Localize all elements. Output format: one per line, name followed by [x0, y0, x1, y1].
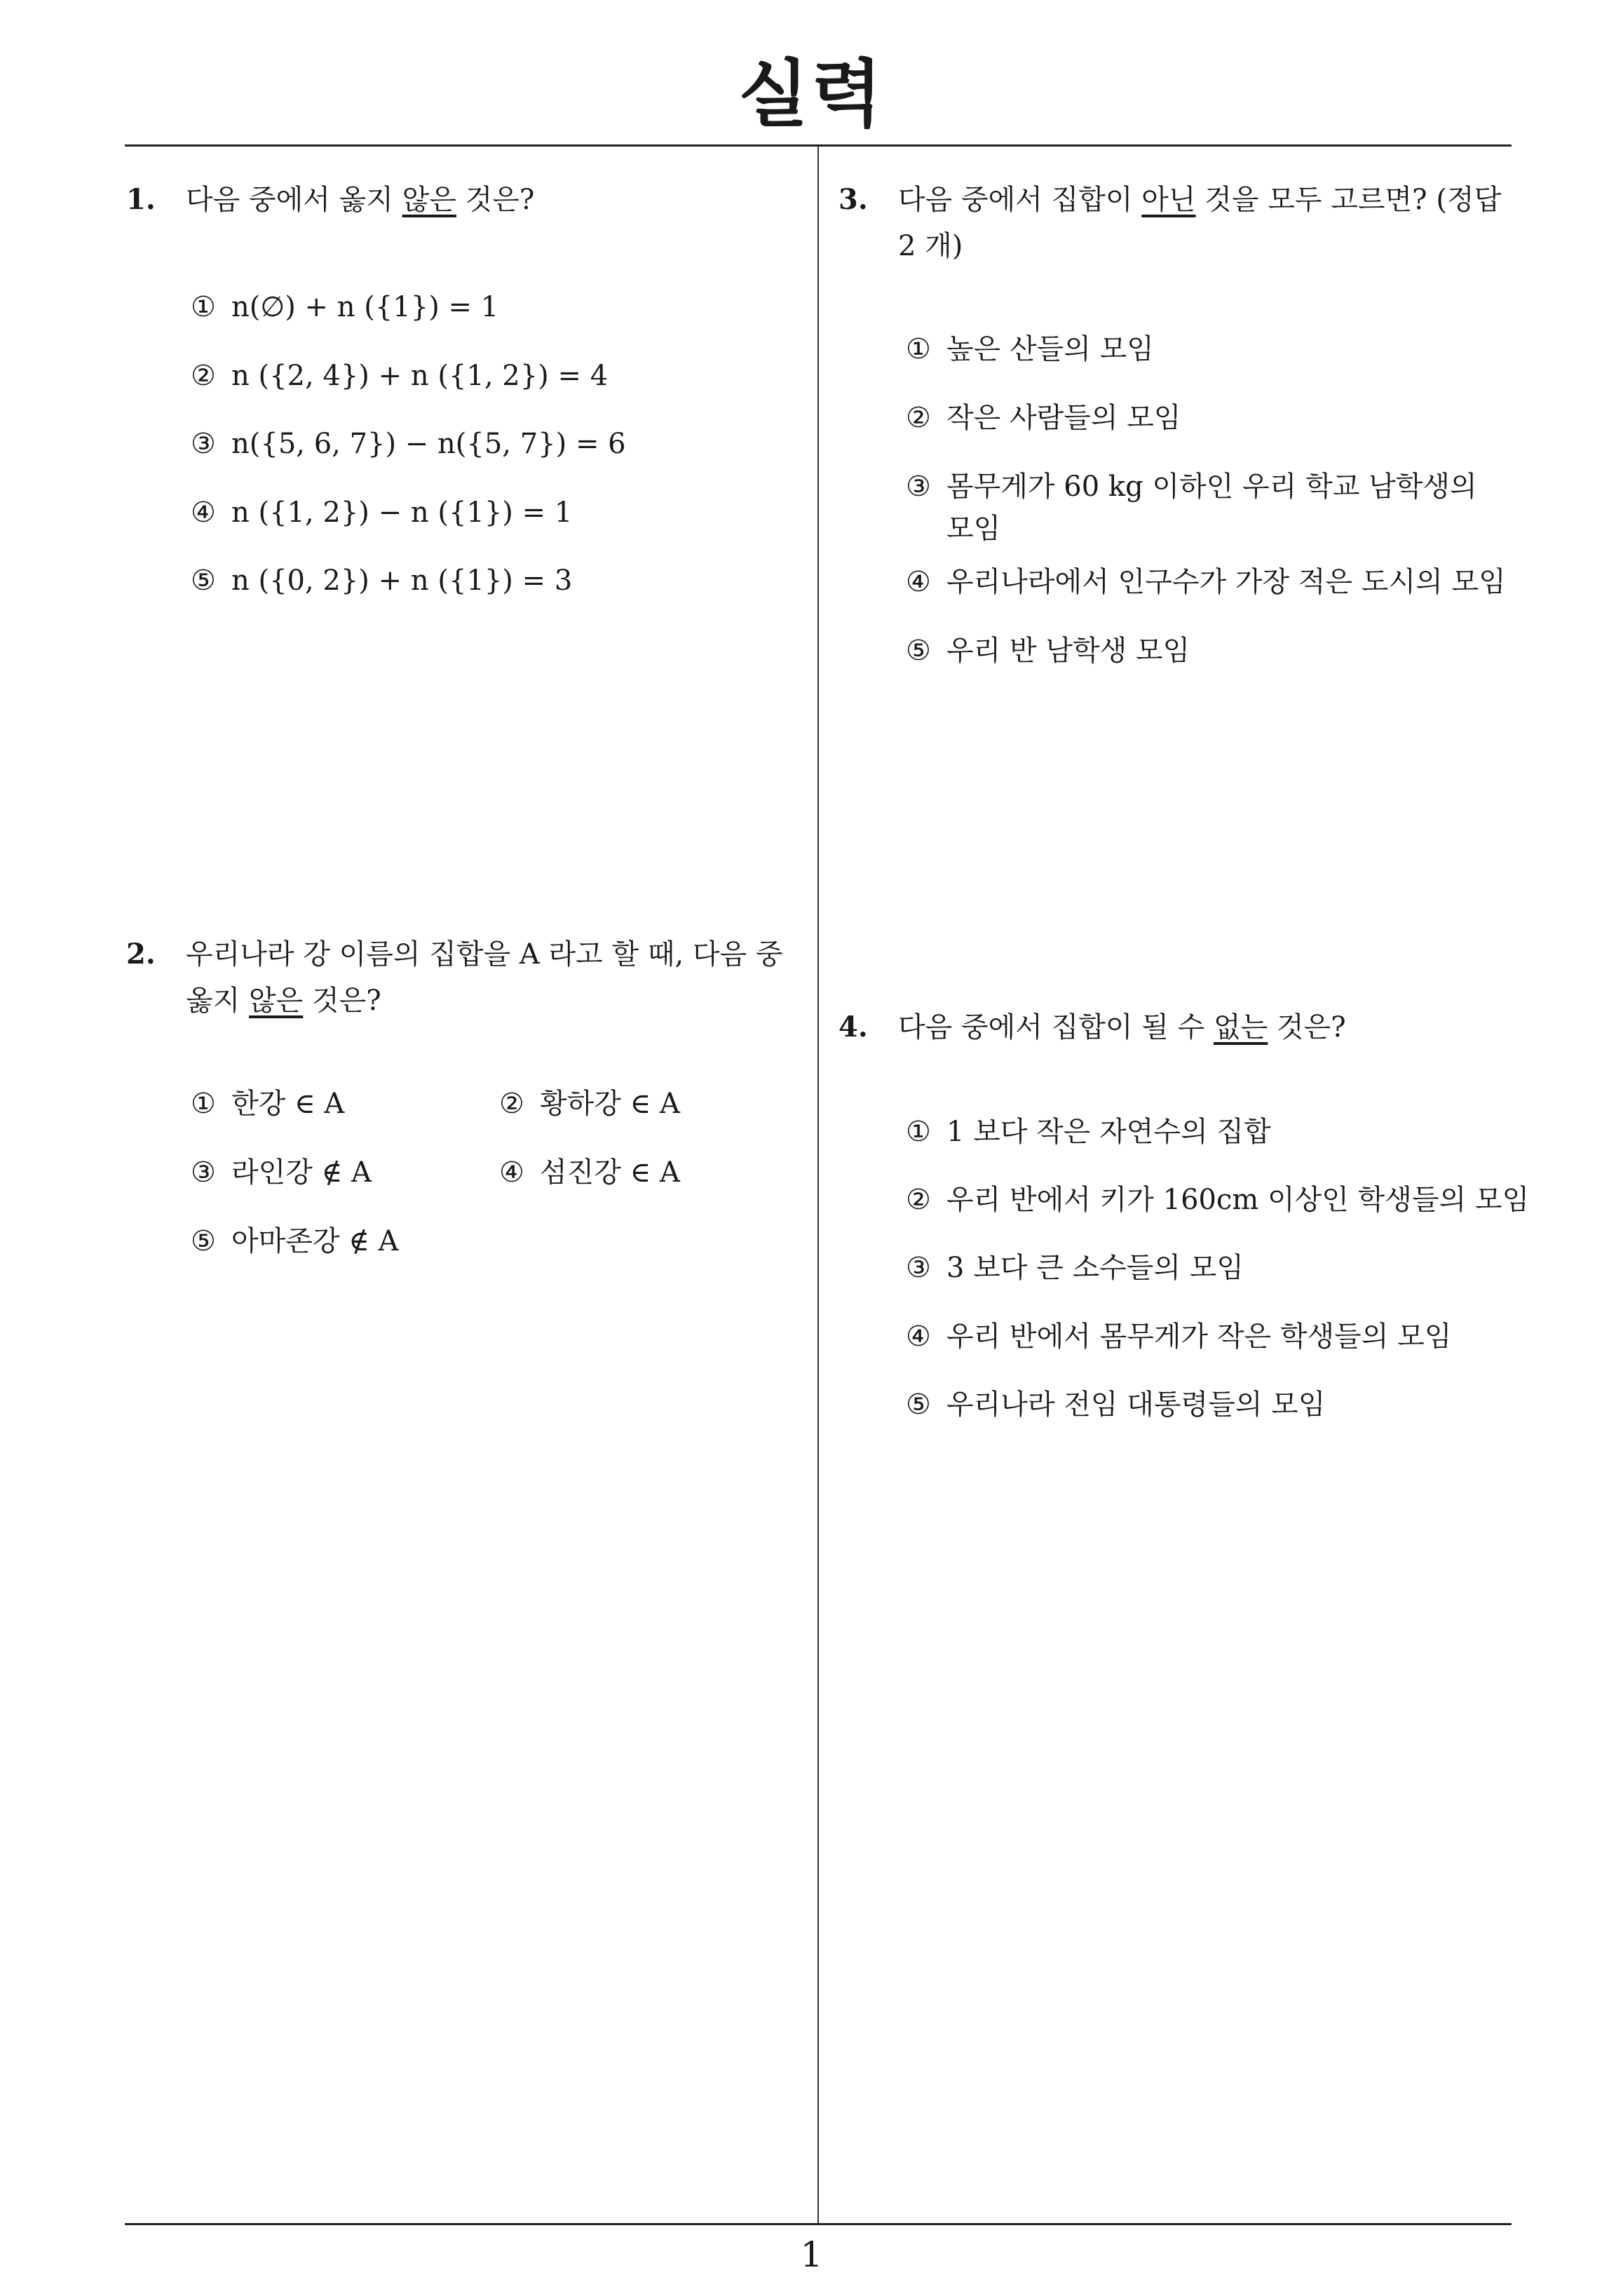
- option-marker: ③: [191, 428, 216, 460]
- option-5[interactable]: [906, 630, 1190, 672]
- option-marker: ②: [499, 1088, 524, 1120]
- option-text: 높은 산들의 모임: [946, 333, 1154, 365]
- option-1[interactable]: [906, 328, 1154, 370]
- option-text: 우리나라 전임 대통령들의 모임: [946, 1389, 1326, 1421]
- option-text: 3 보다 큰 소수들의 모임: [946, 1252, 1244, 1284]
- question-3: [838, 177, 1514, 269]
- question-number: 3.: [838, 183, 868, 216]
- emphasis-underline: 않은: [249, 985, 304, 1017]
- emphasis-underline: 않은: [402, 184, 456, 216]
- option-text: n ({1, 2}) − n ({1}) = 1: [231, 497, 573, 529]
- option-2[interactable]: [191, 355, 608, 397]
- question-stem: 다음 중에서 옳지 않은 것은?: [186, 184, 535, 216]
- option-text: n ({0, 2}) + n ({1}) = 3: [231, 565, 573, 597]
- option-text: 라인강 ∉ A: [231, 1156, 372, 1189]
- option-3[interactable]: [191, 1152, 372, 1194]
- option-text: 황하강 ∈ A: [540, 1088, 680, 1120]
- page-number: 1: [800, 2234, 823, 2275]
- question-4: [838, 1004, 1514, 1051]
- option-marker: ④: [191, 497, 216, 529]
- option-text: n({5, 6, 7}) − n({5, 7}) = 6: [231, 428, 626, 460]
- option-4[interactable]: [906, 561, 1506, 603]
- option-marker: ⑤: [906, 1389, 931, 1421]
- bottom-rule: [125, 2223, 1512, 2225]
- option-text: n ({2, 4}) + n ({1, 2}) = 4: [231, 360, 609, 392]
- option-marker: ③: [191, 1156, 216, 1189]
- option-marker: ③: [906, 471, 931, 503]
- option-1[interactable]: [191, 1083, 344, 1125]
- option-text: 한강 ∈ A: [231, 1088, 345, 1120]
- option-4[interactable]: [191, 492, 572, 534]
- question-stem: 우리나라 강 이름의 집합을 A 라고 할 때, 다음 중 옳지 않은 것은?: [186, 938, 783, 1017]
- question-stem: 다음 중에서 집합이 될 수 없는 것은?: [898, 1011, 1346, 1044]
- option-text: 아마존강 ∉ A: [231, 1225, 399, 1257]
- option-marker: ①: [191, 291, 216, 323]
- question-stem: 다음 중에서 집합이 아닌 것을 모두 고르면? (정답 2 개): [898, 184, 1502, 262]
- column-divider: [817, 146, 819, 2223]
- option-4[interactable]: [906, 1316, 1451, 1358]
- question-1: [126, 177, 799, 223]
- option-3[interactable]: [191, 423, 626, 465]
- option-text: 섬진강 ∈ A: [540, 1156, 680, 1189]
- option-marker: ②: [906, 1184, 931, 1216]
- emphasis-underline: 아닌: [1141, 184, 1196, 216]
- option-2[interactable]: [906, 397, 1181, 439]
- option-marker: ③: [906, 1252, 931, 1284]
- option-text: 작은 사람들의 모임: [946, 402, 1181, 434]
- option-marker: ②: [906, 402, 931, 434]
- option-1[interactable]: [906, 1111, 1271, 1153]
- question-number: 4.: [838, 1011, 868, 1044]
- option-text: 우리 반 남학생 모임: [946, 635, 1190, 667]
- option-2[interactable]: [906, 1179, 1529, 1221]
- option-marker: ⑤: [906, 635, 931, 667]
- option-marker: ①: [906, 1116, 931, 1148]
- option-5[interactable]: [906, 1384, 1325, 1426]
- option-text: 몸무게가 60 kg 이하인 우리 학교 남학생의 모임: [946, 471, 1477, 545]
- option-text: 우리나라에서 인구수가 가장 적은 도시의 모임: [946, 566, 1506, 598]
- option-marker: ①: [191, 1088, 216, 1120]
- option-marker: ②: [191, 360, 216, 392]
- page-title: 실력: [738, 51, 885, 137]
- option-3[interactable]: [906, 1247, 1244, 1289]
- option-marker: ⑤: [191, 1225, 216, 1257]
- option-1[interactable]: [191, 286, 498, 328]
- question-number: 1.: [126, 183, 156, 216]
- option-4[interactable]: [499, 1152, 680, 1194]
- question-2: [126, 931, 806, 1024]
- option-marker: ④: [906, 566, 931, 598]
- option-text: 우리 반에서 몸무게가 작은 학생들의 모임: [946, 1321, 1452, 1353]
- option-5[interactable]: [191, 560, 572, 602]
- option-text: 우리 반에서 키가 160cm 이상인 학생들의 모임: [946, 1184, 1530, 1216]
- option-2[interactable]: [499, 1083, 680, 1125]
- option-5[interactable]: [191, 1220, 399, 1262]
- option-text: n(∅) + n ({1}) = 1: [231, 291, 499, 323]
- option-marker: ①: [906, 333, 931, 365]
- option-text: 1 보다 작은 자연수의 집합: [946, 1116, 1271, 1148]
- option-marker: ⑤: [191, 565, 216, 597]
- option-marker: ④: [499, 1156, 524, 1189]
- emphasis-underline: 없는: [1213, 1011, 1268, 1044]
- question-number: 2.: [126, 938, 156, 971]
- option-3[interactable]: [906, 466, 1493, 550]
- option-marker: ④: [906, 1321, 931, 1353]
